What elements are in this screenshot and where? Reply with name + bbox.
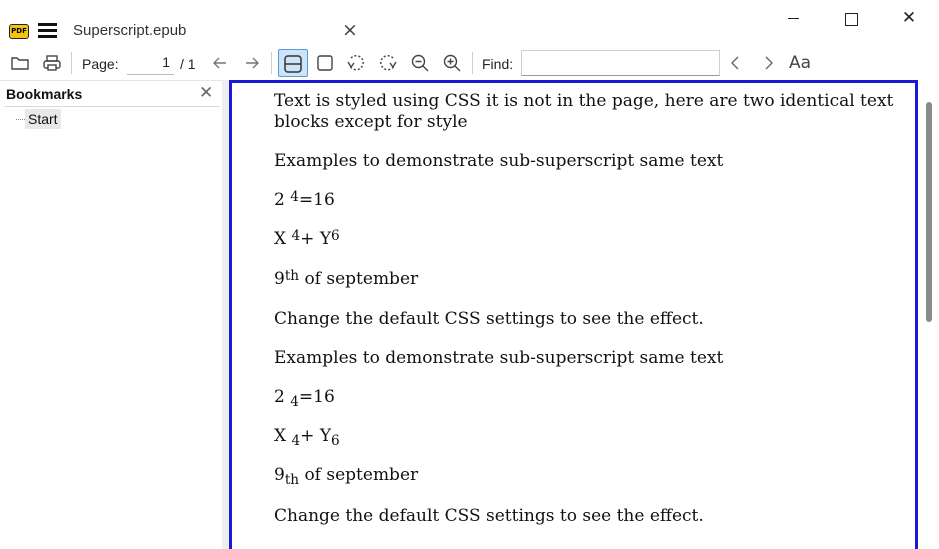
open-folder-icon[interactable] <box>7 50 33 76</box>
bookmark-item-start[interactable]: Start <box>25 109 61 129</box>
bookmarks-header: Bookmarks <box>6 86 83 102</box>
font-settings-button[interactable]: Aa <box>789 53 812 73</box>
fit-page-icon[interactable] <box>312 50 338 76</box>
document-view <box>229 80 918 549</box>
page-label: Page: <box>82 56 119 72</box>
maximize-button[interactable] <box>822 0 880 36</box>
superscript: th <box>284 267 300 284</box>
block2-equation-power: 2 $_4$=16 <box>274 387 335 411</box>
print-icon[interactable] <box>39 50 65 76</box>
intro-line: Text is styled using CSS it is not in the page, here are two identical text <box>274 91 894 111</box>
find-input[interactable] <box>521 50 720 76</box>
page-total: / 1 <box>180 56 196 72</box>
subscript: 4 <box>291 433 301 450</box>
next-page-icon[interactable] <box>239 50 265 76</box>
block2-note: Change the default CSS settings to see the effect. <box>274 506 704 526</box>
close-sidebar-icon[interactable]: ✕ <box>199 83 214 103</box>
subscript: 4 <box>290 394 299 411</box>
close-tab-icon[interactable]: × <box>342 19 358 41</box>
minimize-button[interactable] <box>764 0 822 36</box>
toolbar-separator <box>71 52 72 74</box>
superscript: 4 <box>291 227 301 244</box>
tree-connector <box>16 119 25 120</box>
sidebar-splitter[interactable] <box>222 80 229 549</box>
rotate-left-icon[interactable] <box>343 50 369 76</box>
block1-heading: Examples to demonstrate sub-superscript same text <box>274 151 724 171</box>
find-next-icon[interactable] <box>755 50 781 76</box>
title-bar <box>0 0 939 46</box>
document-tab-title[interactable]: Superscript.epub <box>73 22 187 39</box>
block1-equation-power: 2 $^4$=16 <box>274 188 335 210</box>
fit-width-icon[interactable] <box>278 49 308 77</box>
menu-icon[interactable] <box>38 23 57 39</box>
block1-equation-sum: X $^4+ Y^6$ <box>274 227 340 249</box>
zoom-out-icon[interactable] <box>407 50 433 76</box>
scrollbar-thumb[interactable] <box>926 102 932 322</box>
block1-date: 9th of september <box>274 267 419 289</box>
rotate-right-icon[interactable] <box>375 50 401 76</box>
toolbar <box>0 46 939 80</box>
block2-date: $9_{th}$ of september <box>274 465 419 489</box>
block1-note: Change the default CSS settings to see the effect. <box>274 309 704 329</box>
find-previous-icon[interactable] <box>723 50 749 76</box>
sidebar-divider <box>4 106 220 107</box>
toolbar-separator <box>472 52 473 74</box>
app-logo: PDF <box>9 24 29 39</box>
previous-page-icon[interactable] <box>207 50 233 76</box>
superscript: 4 <box>290 188 299 205</box>
bookmarks-sidebar <box>0 80 222 549</box>
vertical-scrollbar[interactable] <box>918 80 939 549</box>
subscript: 6 <box>331 433 340 450</box>
superscript: 6 <box>331 227 340 244</box>
page-number-input[interactable] <box>127 50 174 75</box>
subscript: th <box>284 472 300 489</box>
block2-equation-sum: X $_4+ Y_6$ <box>274 426 340 450</box>
intro-line: blocks except for style <box>274 112 468 132</box>
zoom-in-icon[interactable] <box>439 50 465 76</box>
toolbar-separator <box>271 52 272 74</box>
block2-heading: Examples to demonstrate sub-superscript same text <box>274 348 724 368</box>
find-label: Find: <box>482 56 514 72</box>
close-window-button[interactable]: ✕ <box>901 8 917 28</box>
